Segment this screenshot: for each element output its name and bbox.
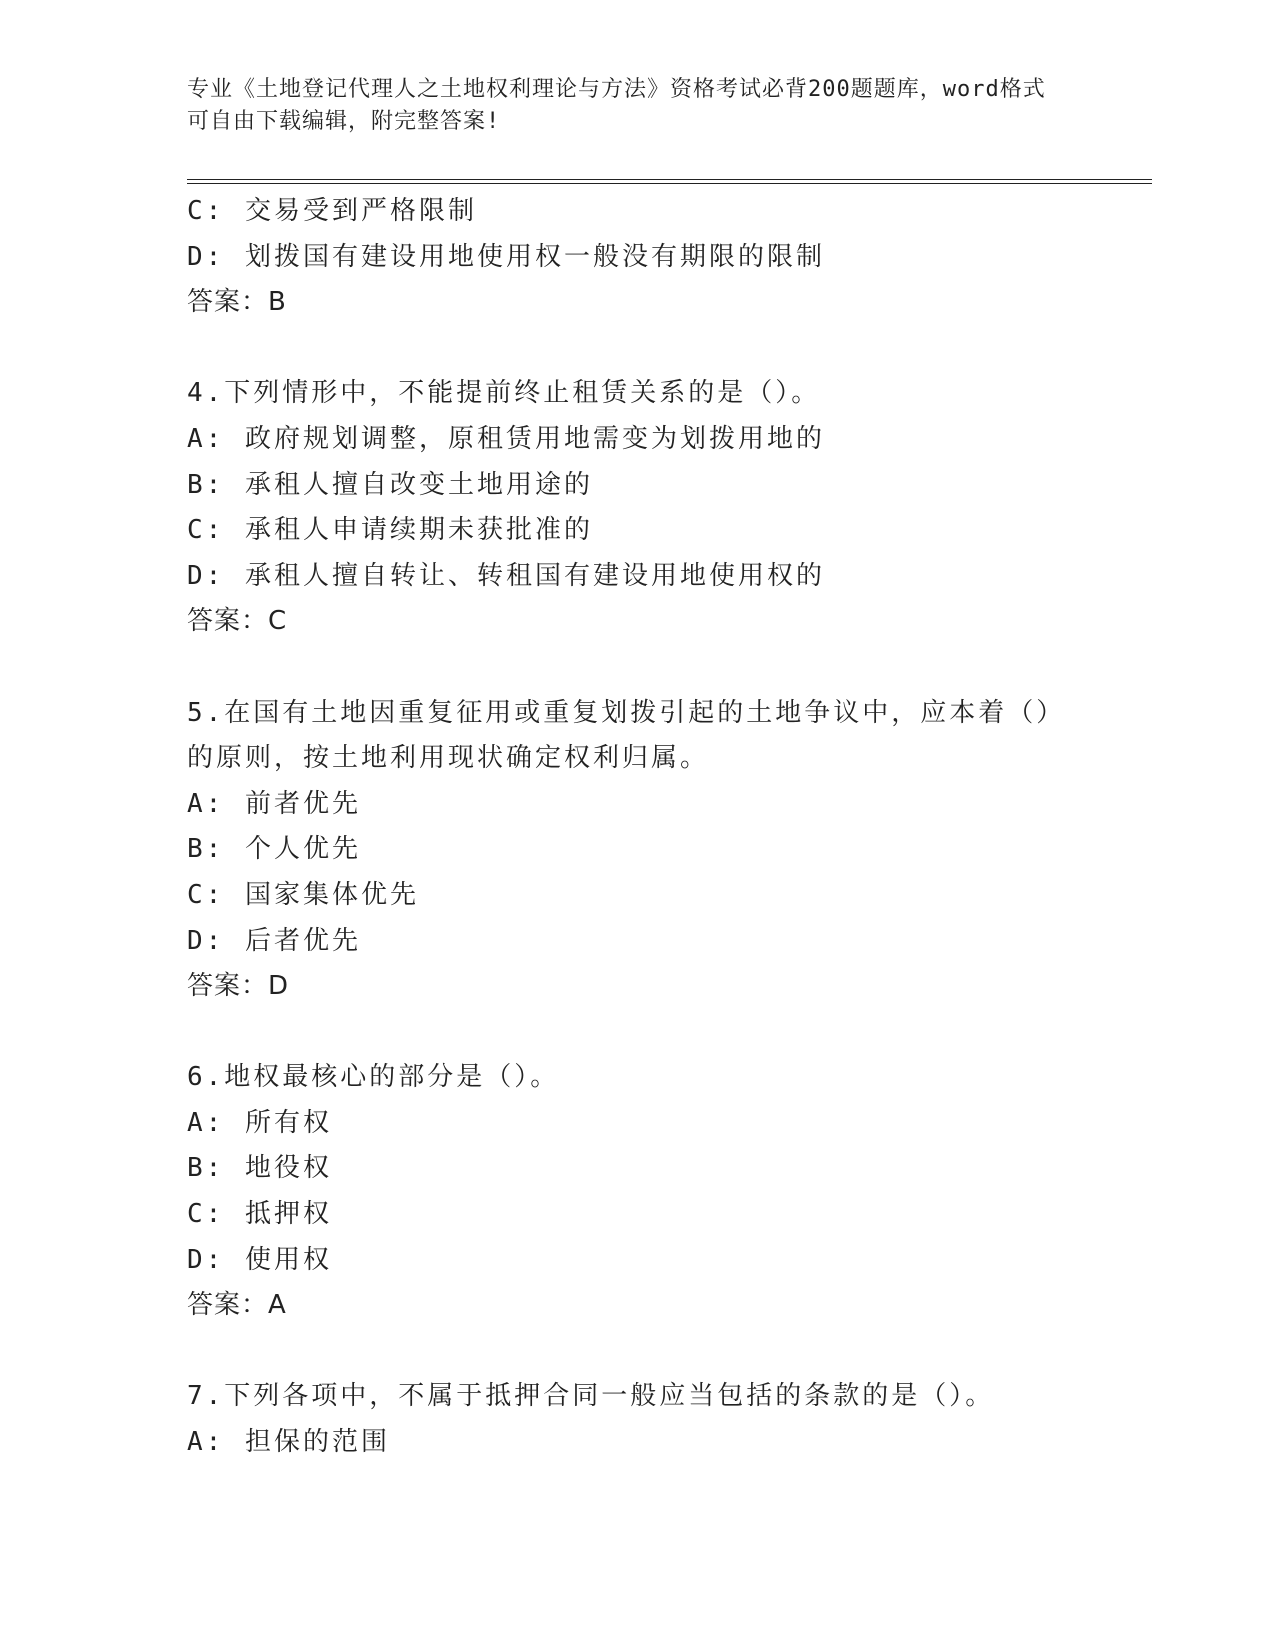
option-text: 交易受到严格限制 (244, 196, 477, 226)
option-item (187, 463, 1087, 509)
option-item (187, 873, 1087, 919)
header-divider-line (187, 179, 1152, 180)
option-text: 抵押权 (244, 1199, 332, 1230)
option-item (187, 235, 1087, 281)
answer-line: 答案：B (187, 287, 287, 318)
answer-line: 答案：A (187, 1290, 287, 1321)
option-item (187, 1146, 1087, 1192)
option-letter: D: (187, 1244, 225, 1275)
question-7 (187, 1374, 1087, 1465)
question-5 (187, 691, 1087, 1010)
question-title: 6.地权最核心的部分是（）。 (187, 1062, 560, 1093)
option-text: 承租人擅自改变土地用途的 (244, 469, 593, 500)
option-letter: B: (187, 1153, 225, 1184)
option-letter: B: (187, 834, 225, 865)
option-item (187, 189, 1087, 235)
option-letter: C: (187, 196, 225, 226)
question-4 (187, 371, 1087, 645)
option-text: 所有权 (244, 1107, 332, 1138)
option-text: 后者优先 (244, 925, 361, 956)
option-letter: A: (187, 788, 225, 819)
option-letter: C: (187, 879, 225, 910)
option-text: 前者优先 (244, 788, 361, 819)
option-letter: A: (187, 423, 225, 454)
option-text: 国家集体优先 (244, 879, 419, 910)
option-item (187, 782, 1087, 828)
option-text: 地役权 (244, 1153, 332, 1184)
option-text: 承租人擅自转让、转租国有建设用地使用权的 (244, 560, 825, 591)
option-letter: D: (187, 241, 225, 272)
question-carryover (187, 189, 1087, 326)
option-text: 使用权 (244, 1244, 332, 1275)
option-text: 政府规划调整，原租赁用地需变为划拨用地的 (244, 423, 825, 454)
option-letter: A: (187, 1107, 225, 1138)
option-letter: C: (187, 515, 225, 546)
option-letter: D: (187, 925, 225, 956)
option-item (187, 554, 1087, 600)
option-item (187, 1192, 1087, 1238)
question-list (187, 189, 1087, 1466)
question-title: 5.在国有土地因重复征用或重复划拨引起的土地争议中，应本着（）的原则，按土地利用现状确定权利归属。 (187, 697, 1066, 774)
option-item (187, 1238, 1087, 1284)
option-item (187, 1101, 1087, 1147)
option-item (187, 827, 1087, 873)
option-text: 担保的范围 (244, 1427, 390, 1458)
option-text: 承租人申请续期未获批准的 (244, 515, 593, 546)
document-header: 专业《土地登记代理人之土地权利理论与方法》资格考试必背200题题库，word格式可自由下载编辑，附完整答案! (187, 77, 1046, 134)
option-item (187, 1420, 1087, 1466)
header-divider-line-2 (187, 183, 1152, 184)
option-letter: B: (187, 469, 225, 500)
question-6 (187, 1055, 1087, 1329)
answer-line: 答案：C (187, 606, 288, 637)
option-item (187, 919, 1087, 965)
answer-line: 答案：D (187, 971, 290, 1002)
question-title: 7.下列各项中，不属于抵押合同一般应当包括的条款的是（）。 (187, 1381, 995, 1412)
question-title: 4.下列情形中，不能提前终止租赁关系的是（）。 (187, 378, 821, 409)
option-letter: C: (187, 1199, 225, 1230)
option-text: 个人优先 (244, 834, 361, 865)
option-item (187, 508, 1087, 554)
option-letter: D: (187, 560, 225, 591)
option-text: 划拨国有建设用地使用权一般没有期限的限制 (244, 241, 825, 272)
option-letter: A: (187, 1427, 225, 1458)
option-item (187, 417, 1087, 463)
